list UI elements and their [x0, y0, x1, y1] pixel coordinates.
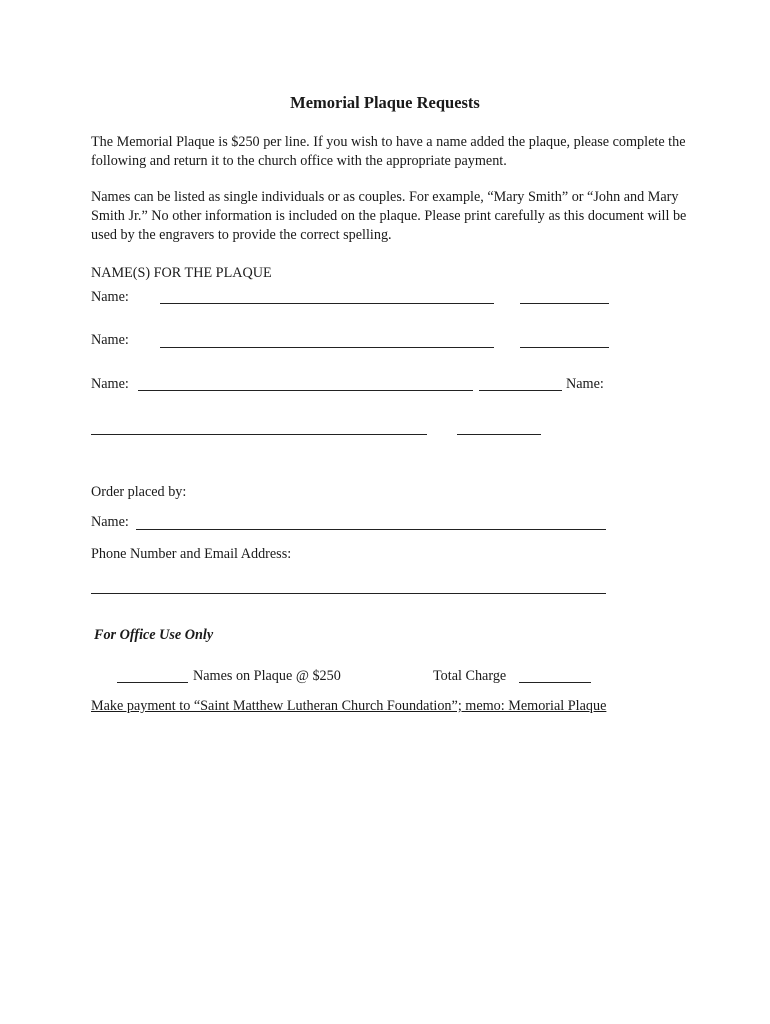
name-input-line-4[interactable]: [91, 434, 427, 435]
phone-email-label: Phone Number and Email Address:: [91, 546, 292, 562]
instructions-paragraph: Names can be listed as single individuals or as couples. For example, “Mary Smith” or “John and Mary Smith Jr.” No other information is included on the plaque. Please print carefully as this document will be used by the engravers to provide the correct spelling.: [91, 189, 687, 243]
payment-note: Make payment to “Saint Matthew Lutheran Church Foundation”; memo: Memorial Plaque: [91, 698, 607, 714]
names-count-line[interactable]: [117, 682, 188, 683]
name-label-1: Name:: [91, 289, 129, 305]
phone-email-line[interactable]: [91, 593, 606, 594]
name-input-line-2[interactable]: [160, 347, 494, 348]
order-placed-by-label: Order placed by:: [91, 484, 187, 500]
name-extra-line-1[interactable]: [520, 303, 609, 304]
name-label-4: Name:: [566, 376, 604, 392]
name-extra-line-2[interactable]: [520, 347, 609, 348]
document-title: Memorial Plaque Requests: [290, 93, 480, 112]
orderer-name-line[interactable]: [136, 529, 606, 530]
orderer-name-label: Name:: [91, 514, 129, 530]
office-use-heading: For Office Use Only: [94, 627, 214, 643]
name-extra-line-4[interactable]: [457, 434, 541, 435]
total-charge-line[interactable]: [519, 682, 591, 683]
intro-paragraph: The Memorial Plaque is $250 per line. If you wish to have a name added the plaque, please complete the following and return it to the church office with the appropriate payment.: [91, 134, 686, 169]
name-input-line-3[interactable]: [138, 390, 473, 391]
name-input-line-1[interactable]: [160, 303, 494, 304]
total-charge-label: Total Charge: [433, 668, 507, 684]
names-section-heading: NAME(S) FOR THE PLAQUE: [91, 265, 272, 281]
name-label-3: Name:: [91, 376, 129, 392]
name-extra-line-3[interactable]: [479, 390, 562, 391]
names-on-plaque-label: Names on Plaque @ $250: [193, 668, 341, 684]
name-label-2: Name:: [91, 332, 129, 348]
